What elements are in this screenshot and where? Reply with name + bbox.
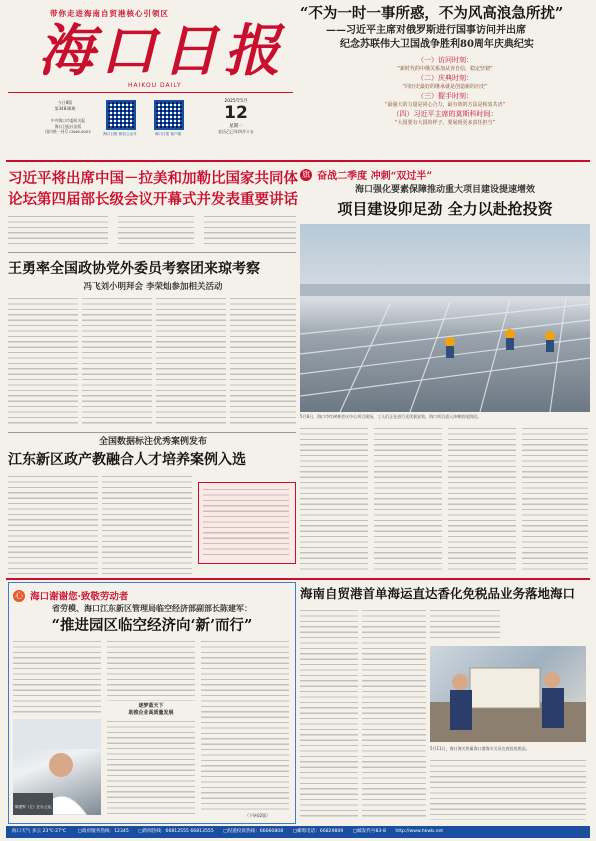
labor-section[interactable] [8,582,296,824]
top-story-headline: “不为一时一事所惑，不为风高浪急所扰” [300,5,564,22]
lead-headline-line-1: 习近平将出席中国－拉美和加勒比国家共同体 [8,170,298,187]
lead-headline-line-2: 论坛第四届部长级会议开幕式并发表重要讲话 [8,191,298,208]
masthead-slogan: 带你走进海南自贸港核心引领区 [50,9,169,18]
heart-icon: 心 [15,590,23,600]
project-photo-caption: 5月8日，海口市红树林会议中心项目现场，工人们正在进行光伏板安装。海口项目进入冲刺收尾阶段。 [300,414,482,419]
project-section[interactable] [300,164,590,576]
wang-headline: 王勇率全国政协党外委员考察团来琼考察 [8,261,260,277]
qr-code-wechat[interactable] [106,100,136,130]
port-story[interactable] [300,582,590,822]
talent-kicker: 全国数据标注优秀案例发布 [98,437,207,447]
issue-date: 2025年5月 12 星期一 农历乙巳年四月十五 [218,99,254,134]
top-story-subhead-1: ——习近平主席对俄罗斯进行国事访问并出席 [326,25,526,36]
qr-label-wechat: 海口日报 微信公众号 [103,132,137,136]
masthead [8,6,293,156]
project-kicker: 海口强化要素保障推动重大项目建设提速增效 [354,185,535,195]
labor-kicker: 省劳模、海口江东新区管理局临空经济部副部长陈建军： [52,603,252,613]
footer-hotline-gov[interactable]: □政府服务热线：12345 [77,829,129,834]
masthead-title: 海口日报 [38,18,286,84]
port-headline: 海南自贸港首单海运直达香化免税品业务落地海口 [300,586,576,601]
qr-label-app: 海口日报 客户端 [154,132,182,136]
qr-code-app[interactable] [154,100,184,130]
talent-sidebar-box [198,482,296,564]
top-story-russia[interactable] [300,4,590,156]
talent-headline: 江东新区政产教融合人才培养案例入选 [8,452,246,468]
campaign-banner: 旗 奋战二季度 冲刺“双过半” [302,169,433,182]
top-story-subhead-2: 纪念苏联伟大卫国战争胜利80周年庆典纪实 [340,39,534,50]
footer-weather: 海口天气 多云 23℃-27℃ [12,829,67,834]
footer-hotline-mail[interactable]: □邮购电话：66829809 [292,829,344,834]
port-photo-caption: 5月11日，海口海关所属海口港海关关员在查验免税品。 [430,746,530,751]
wang-subhead: 冯飞刘小明拜会 李荣灿参加相关活动 [83,282,223,292]
flag-icon: 旗 [302,169,310,179]
port-photo [430,646,586,742]
footer-bar [6,826,590,838]
publisher-info: 中共海口市委机关报 海口日报社出版 国内统一刊号 CN46-0003 [45,118,91,134]
footer-hotline-delivery[interactable]: □投递投诉热线：66660808 [223,829,284,834]
top-story-section-2[interactable]: （二）庆典时刻： “同历史最好的继承就是创造新的历史” [402,74,488,90]
lead-story[interactable] [8,168,298,248]
footer-website-link[interactable]: http://www.hkwb.net [395,829,444,834]
wang-yong-story[interactable] [8,258,298,428]
project-photo [300,224,590,412]
labor-photo-caption: 陈建军（左）在办公室。本报记者 摄 [15,805,74,809]
top-story-section-3[interactable]: （三）握手时刻： “最强大的力量是同心合力，最有效的方法是和衷共济” [384,92,506,108]
labor-banner: 心 海口谢谢您·致敬劳动者 [15,590,129,603]
labor-mid-heading: 逐梦蓝天下 助推企业高质量发展 [128,703,174,716]
labor-headline: “推进园区临空经济向‘新’而行” [51,617,253,634]
footer-postal-code: □邮发代号83-8 [352,829,386,834]
labor-continued[interactable]: （下转02版） [245,813,271,818]
top-story-section-4[interactable]: （四）习近平主席的莫斯科时间： “大国要有大国的样子，要展现更多责任担当” [392,110,498,126]
masthead-pinyin: HAIKOU DAILY [128,82,182,89]
issue-info: 今日8版 第34836期 [54,100,76,111]
labor-photo [13,719,101,815]
talent-story[interactable] [8,436,298,576]
top-story-section-1[interactable]: （一）访问时刻： “新时代的中俄关系加从容自信，稳定坚韧” [397,56,493,72]
footer-hotline-news[interactable]: □新闻热线：66812555 66813555 [138,829,214,834]
project-headline: 项目建设卯足劲 全力以赴抢投资 [337,200,553,218]
